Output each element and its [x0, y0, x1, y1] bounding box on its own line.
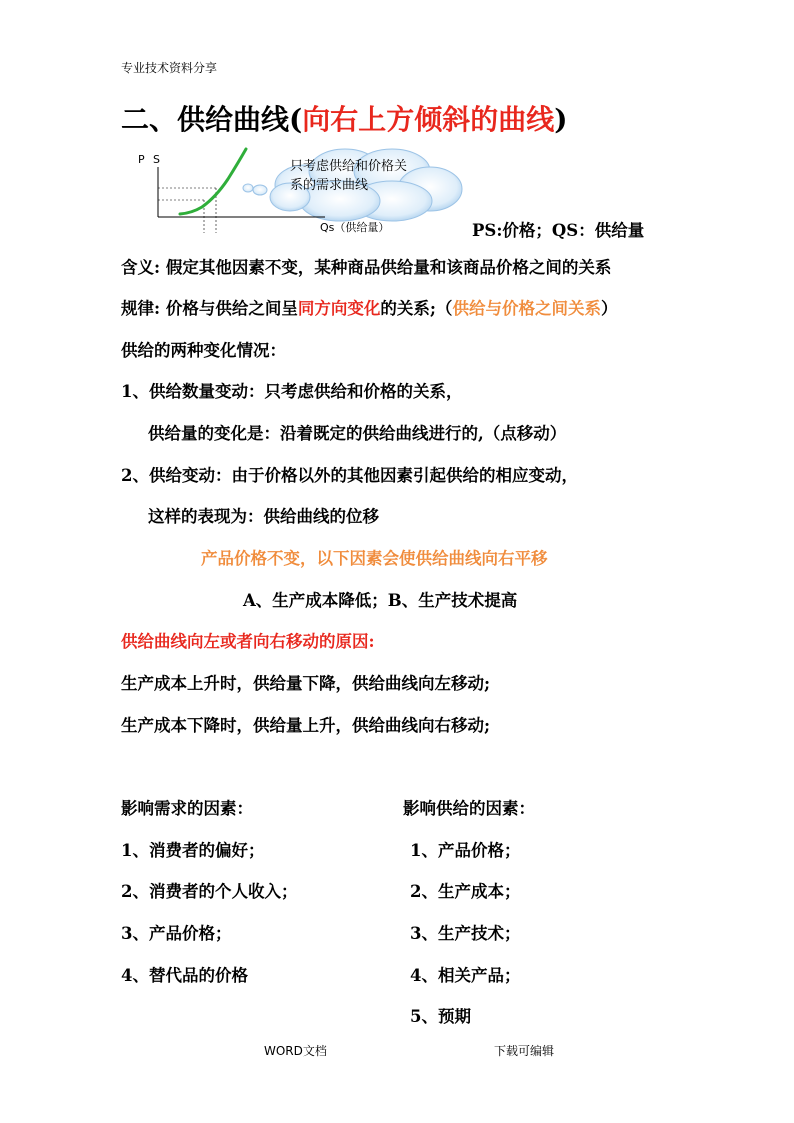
reason-line-2: 生产成本下降时，供给量上升，供给曲线向右移动; [121, 716, 491, 735]
rule-middle: 的关系;（ [380, 299, 453, 318]
demand-factor-item: 1、消费者的偏好； [121, 841, 265, 860]
demand-factor-item: 3、产品价格； [121, 924, 232, 943]
shift-factors: A、生产成本降低；B、生产技术提高 [243, 591, 518, 610]
supply-curve-diagram [130, 145, 480, 240]
page-title [121, 98, 568, 138]
rule-line [121, 295, 617, 319]
footer-right: 下载可编辑 [494, 1044, 555, 1058]
rule-highlight: 同方向变化 [297, 299, 381, 318]
supply-curve [180, 149, 246, 214]
axis-qs-label: Qs（供给量） [320, 221, 390, 234]
title-highlight: 向右上方倾斜的曲线 [302, 103, 555, 136]
supply-factor-item: 2、生产成本； [410, 882, 521, 901]
demand-factor-item: 2、消费者的个人收入； [121, 882, 298, 901]
supply-factor-item: 3、生产技术； [410, 924, 521, 943]
case2-detail: 这样的表现为：供给曲线的位移 [148, 507, 379, 526]
rule-prefix: 规律: 价格与供给之间呈 [121, 299, 298, 318]
title-suffix: ) [554, 103, 568, 136]
cloud-caption-line1: 只考虑供给和价格关 [290, 159, 408, 174]
cloud-caption-line2: 系的需求曲线 [290, 178, 369, 193]
shift-note: 产品价格不变，以下因素会使供给曲线向右平移 [201, 549, 548, 568]
supply-factor-item: 4、相关产品； [410, 966, 521, 985]
cloud-caption [290, 157, 407, 195]
header-note: 专业技术资料分享 [121, 61, 218, 75]
rule-suffix: ） [600, 299, 618, 318]
reason-line-1: 生产成本上升时，供给量下降，供给曲线向左移动; [121, 674, 491, 693]
title-prefix: 二、供给曲线( [121, 103, 303, 136]
demand-factors-heading: 影响需求的因素： [121, 799, 253, 818]
rule-orange: 供给与价格之间关系 [452, 299, 601, 318]
two-cases-heading: 供给的两种变化情况： [121, 341, 286, 360]
case1-detail: 供给量的变化是：沿着既定的供给曲线进行的,（点移动） [148, 424, 567, 443]
case2-line: 2、供给变动：由于价格以外的其他因素引起供给的相应变动， [121, 466, 578, 485]
supply-factors-heading: 影响供给的因素： [403, 799, 535, 818]
supply-factor-item: 1、产品价格； [410, 841, 521, 860]
demand-factor-item: 4、替代品的价格 [121, 966, 248, 985]
ps-note: PS:价格；QS：供给量 [472, 221, 645, 240]
reason-heading: 供给曲线向左或者向右移动的原因: [121, 632, 375, 651]
axis-p-label: P [138, 153, 145, 166]
axis-s-label: S [153, 153, 160, 166]
supply-factor-item: 5、预期 [410, 1007, 471, 1026]
case1-line: 1、供给数量变动：只考虑供给和价格的关系， [121, 382, 463, 401]
footer-left: WORD文档 [264, 1044, 327, 1058]
meaning-line: 含义: 假定其他因素不变，某种商品供给量和该商品价格之间的关系 [121, 258, 612, 277]
